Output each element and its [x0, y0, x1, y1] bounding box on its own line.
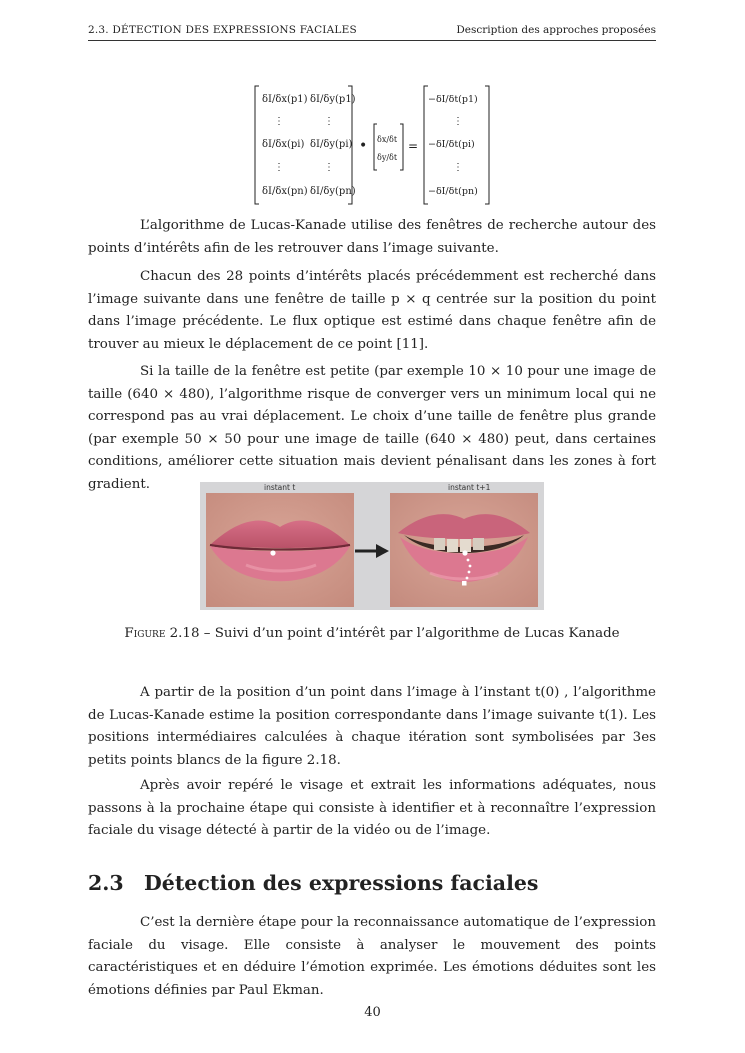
caption-text: Suivi d’un point d’intérêt par l’algorithme de Lucas Kanade	[214, 626, 620, 641]
figure-lip-tracking	[200, 482, 544, 610]
matrix-cell: δI/δy(p1)	[310, 94, 356, 105]
lucas-kanade-equation	[250, 84, 490, 206]
page-number: 40	[364, 1005, 381, 1020]
vector-cell: δx/δt	[377, 135, 398, 144]
matrix-cell: ⋮	[274, 116, 284, 127]
matrix-cells	[262, 94, 356, 197]
paragraph-window-size: Si la taille de la fenêtre est petite (par exemple 10 × 10 pour une image de taille (640 × 480), l’algorithme risque de converger vers un minimum local qui ne correspond pas au vrai déplacement. Le choix d’une taille de fenêtre plus grande (par exemple 50 × 50 pour une image de taille (640 × 480) peut, dans certaines conditions, améliorer cette situation mais devient pénalisant dans les zones à fort gradient.	[88, 364, 656, 492]
caption-label: Figure 2.18	[124, 626, 200, 641]
paragraph-last-step: C’est la dernière étape pour la reconnaissance automatique de l’expression faciale du visage. Elle consiste à analyser le mouvement des points caractéristiques et en déduire l’émotion exprimée. Les émotions déduites sont les émotions définies par Paul Ekman.	[88, 915, 656, 998]
running-header	[88, 24, 656, 41]
rhs-cell: ⋮	[453, 162, 463, 173]
dot-operator: •	[359, 138, 368, 154]
matrix-cell: ⋮	[274, 162, 284, 173]
matrix-cell: δI/δx(pn)	[262, 186, 308, 197]
section-heading	[88, 871, 538, 895]
rhs-cell: ⋮	[453, 116, 463, 127]
header-section: Description des approches proposées	[456, 24, 656, 36]
matrix-cell: δI/δy(pi)	[310, 139, 353, 150]
paragraph-next-step: Après avoir repéré le visage et extrait les informations adéquates, nous passons à la prochaine étape qui consiste à identifier et à reconnaître l’expression faciale du visage détecté à partir de la vidéo ou de l’image.	[88, 778, 656, 839]
equals-sign: =	[408, 139, 419, 153]
matrix-cell: ⋮	[324, 116, 334, 127]
vector-cell: δy/δt	[377, 153, 398, 162]
label-instant-t-plus-1: instant t+1	[448, 483, 491, 492]
paragraph-position-estimate: A partir de la position d’un point dans l’image à l’instant t(0) , l’algorithme de Lucas-Kanade estime la position correspondante dans l’image suivante t(1). Les positions intermédiaires calculées à chaque itération sont symbolisées par 3es petits points blancs de la figure 2.18.	[88, 685, 656, 768]
section-title-text: Détection des expressions faciales	[144, 871, 539, 895]
figure-caption	[88, 626, 656, 641]
rhs-cell: −δI/δt(pi)	[428, 139, 475, 150]
label-instant-t: instant t	[264, 483, 296, 492]
matrix-cell: ⋮	[324, 162, 334, 173]
paragraph-window-search: L’algorithme de Lucas-Kanade utilise des fenêtres de recherche autour des points d’intérêts afin de les retrouver dans l’image suivante.	[88, 218, 656, 256]
rhs-cell: −δI/δt(p1)	[428, 94, 478, 105]
lips-image-t-plus-1	[390, 493, 538, 607]
matrix-cell: δI/δx(pi)	[262, 139, 305, 150]
header-chapter: 2.3. DÉTECTION DES EXPRESSIONS FACIALES	[88, 24, 357, 36]
matrix-cell: δI/δx(p1)	[262, 94, 308, 105]
paragraph-28-points: Chacun des 28 points d’intérêts placés précédemment est recherché dans l’image suivante dans une fenêtre de taille p × q centrée sur la position du point dans l’image précédente. Le flux optique est estimé dans chaque fenêtre afin de trouver au mieux le déplacement de ce point [11].	[88, 269, 656, 352]
section-number: 2.3	[88, 871, 124, 895]
lips-image-t	[206, 493, 354, 607]
arrow-icon	[354, 542, 390, 560]
rhs-cell: −δI/δt(pn)	[428, 186, 478, 197]
matrix-cell: δI/δy(pn)	[310, 186, 356, 197]
caption-separator: –	[199, 626, 215, 641]
